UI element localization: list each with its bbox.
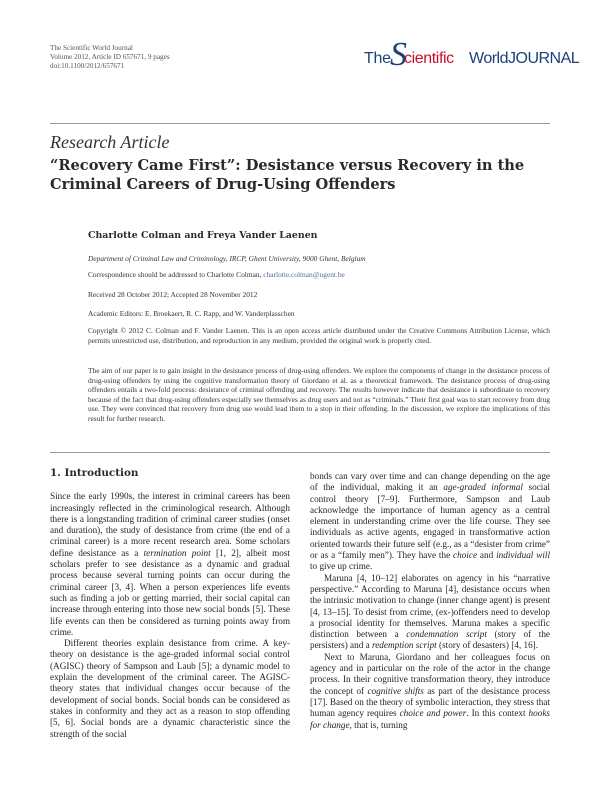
- intro-paragraph-2-cont: bonds can vary over time and can change depending on the age of the individual, making it an age-graded informal social control theory [7–9]. Furthermore, Sampson and Laub acknowledge the importance of human agency as a central element in understanding crime over the life course. They see individuals as active agents, engaged in transformative action oriented towards their future self (e.g., as a “desister from crime” or as a “family men”). They have the choice and individual will to give up crime.: [310, 471, 551, 572]
- intro-paragraph-2: Different theories explain desistance from crime. A key-theory on desistance is the age-graded informal social control (AGISC) theory of Sampson and Laub [5]; a dynamic model to explain the development of the criminal career. The AGISC-theory states that individual changes occur because of the development of social bonds. Social bonds can be considered as stakes in conformity and they act as a reason to stop offending [5, 6]. Social bonds are a dynamic characteristic since the strength of the social: [50, 638, 290, 739]
- doi: doi:10.1100/2012/657671: [50, 62, 125, 70]
- header-divider: [50, 123, 550, 124]
- received-dates: Received 28 October 2012; Accepted 28 November 2012: [88, 290, 258, 299]
- abstract: The aim of our paper is to gain insight in the desistance process of drug-using offenders. We explore the components of change in the desistance process of drug-using offenders by using the cognitive transformation theory of Giordano et al. as a theoretical framework. The desistance process of drug-using offenders entails a two-fold process: desistance of criminal offending and recovery. The results however indicate that desistance is subordinate to recovery because of the fact that drug-using offenders especially see themselves as drug users and not as “criminals.” Their first goal was to start recovery from drug use. They were convinced that recovery from drug use would lead them to a stop in their offending. In the discussion, we explore the implications of this result for further research.: [88, 366, 550, 423]
- authors: Charlotte Colman and Freya Vander Laenen: [88, 230, 318, 241]
- logo-the: The: [364, 50, 391, 67]
- correspondence: [88, 270, 345, 279]
- logo-s: S: [390, 36, 407, 73]
- logo-journal: JOURNAL: [508, 50, 580, 67]
- right-column: [310, 471, 550, 731]
- correspondence-text: Correspondence should be addressed to Charlotte Colman,: [88, 270, 262, 279]
- journal-logo: [364, 36, 580, 74]
- left-column: [50, 468, 290, 740]
- logo-world-journal: [469, 50, 579, 68]
- journal-meta: [50, 44, 170, 71]
- volume-info: Volume 2012, Article ID 657671, 9 pages: [50, 53, 170, 61]
- copyright-notice: Copyright © 2012 C. Colman and F. Vander Laenen. This is an open access article distributed under the Creative Commons Attribution License, which permits unrestricted use, distribution, and reproduction in any medium, provided the original work is properly cited.: [88, 326, 550, 345]
- paper-title: “Recovery Came First”: Desistance versus Recovery in the Criminal Careers of Drug-Using Offenders: [50, 157, 525, 193]
- journal-name: The Scientific World Journal: [50, 44, 133, 52]
- section-heading-introduction: 1. Introduction: [50, 467, 139, 479]
- correspondence-email[interactable]: charlotte.colman@ugent.be: [263, 270, 345, 279]
- affiliation: Department of Criminal Law and Criminology, IRCP, Ghent University, 9000 Ghent, Belgium: [88, 254, 366, 263]
- abstract-divider: [50, 452, 550, 453]
- logo-cientific: cientific: [404, 50, 454, 67]
- article-type: Research Article: [50, 132, 170, 152]
- academic-editors: Academic Editors: E. Broekaert, R. C. Rapp, and W. Vanderplasschen: [88, 309, 295, 318]
- logo-world: World: [469, 50, 508, 67]
- intro-paragraph-3: Maruna [4, 10–12] elaborates on agency in his “narrative perspective.” According to Maruna [4], desistance occurs when the intrinsic motivation to change (inner change agent) is present [4, 13–15]. To desist from crime, (ex-)offenders need to develop a prosocial identity for themselves. Maruna makes a specific distinction between a condemnation script (story of the persisters) and a redemption script (story of desasters) [4, 16].: [310, 572, 551, 651]
- intro-paragraph-1: Since the early 1990s, the interest in criminal careers has been increasingly reflected in the criminological research. Although there is a longstanding tradition of criminal career studies (onset and duration), the study of desistance from crime (the end of a criminal career) is a more recent research area. Some scholars define desistance as a termination point [1, 2], albeit most scholars prefer to see desistance as a dynamic and gradual process because several turning points can occur during the criminal career [3, 4]. When a person experiences life events such as finding a job or getting married, their social capital can increase through entering into those new social bonds [5]. These life events can then be considered as turning points away from crime.: [50, 491, 291, 637]
- intro-paragraph-4: Next to Maruna, Giordano and her colleagues focus on agency and in particular on the role of the actor in the change process. In their cognitive transformation theory, they introduce the concept of cognitive shifts as part of the desistance process [17]. Based on the theory of symbolic interaction, they stress that human agency requires choice and power. In this context hooks for change, that is, turning: [310, 651, 551, 730]
